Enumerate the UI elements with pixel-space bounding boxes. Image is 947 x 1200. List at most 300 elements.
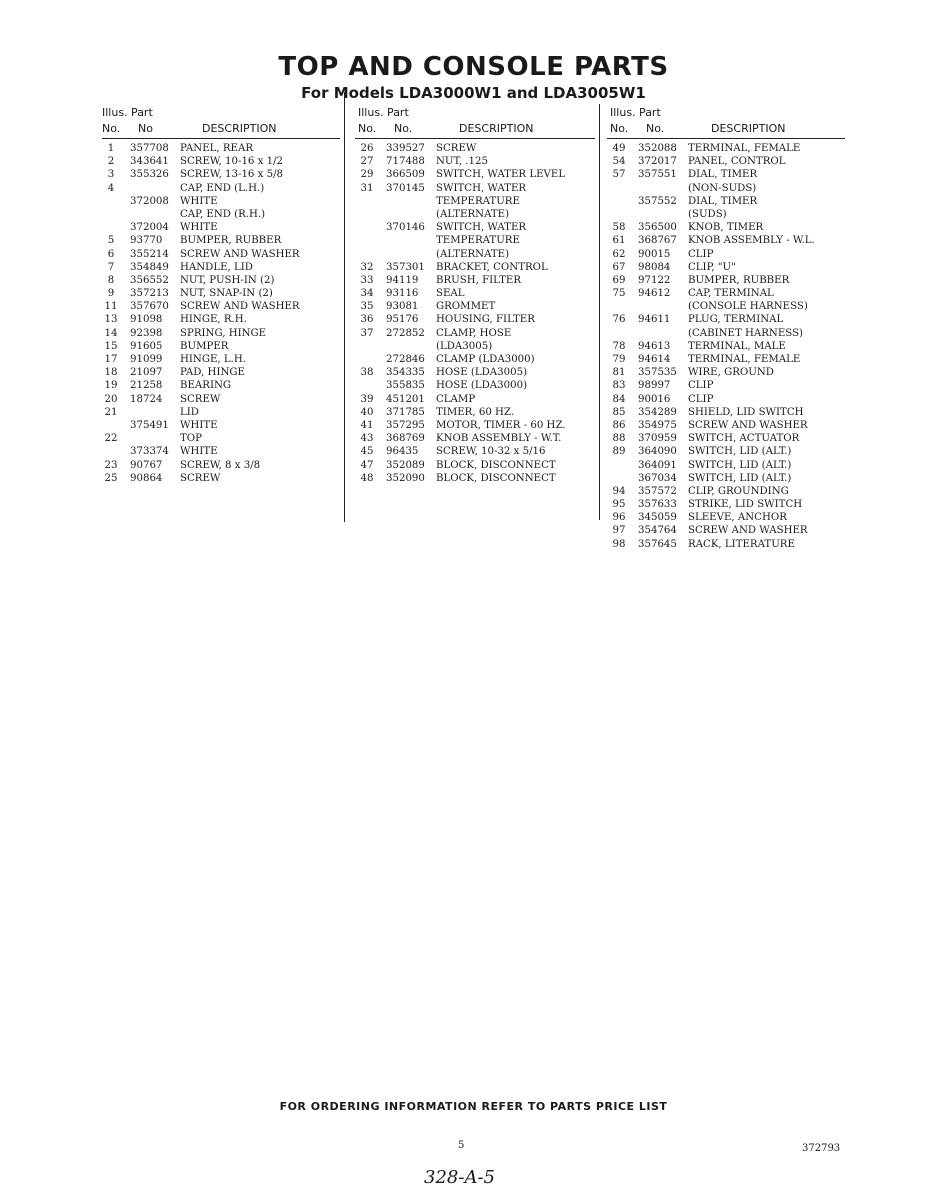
part-number: 352088 bbox=[638, 143, 677, 154]
table-row bbox=[102, 420, 342, 433]
part-number: 355835 bbox=[386, 380, 425, 392]
illus-number: 88 bbox=[612, 433, 626, 445]
illus-number: 76 bbox=[612, 314, 626, 326]
table-row bbox=[102, 380, 342, 393]
illus-number: 36 bbox=[360, 314, 374, 326]
part-description: (NON-SUDS) bbox=[688, 182, 757, 194]
part-description: SCREW bbox=[180, 472, 221, 484]
illus-number: 29 bbox=[360, 169, 374, 181]
part-number: 368769 bbox=[386, 433, 425, 445]
part-description: BLOCK, DISCONNECT bbox=[436, 472, 556, 484]
part-number: 364091 bbox=[638, 459, 677, 471]
part-description: SWITCH, WATER bbox=[436, 182, 527, 194]
illus-number: 47 bbox=[360, 459, 374, 471]
part-description: SCREW, 10-16 x 1/2 bbox=[180, 156, 284, 168]
part-no-label: No. bbox=[646, 122, 665, 135]
table-row bbox=[610, 486, 846, 499]
part-description: NUT, PUSH-IN (2) bbox=[180, 274, 275, 286]
part-description: TEMPERATURE bbox=[436, 235, 520, 247]
part-number: 357633 bbox=[638, 499, 677, 511]
part-no-label: No. bbox=[394, 122, 413, 135]
part-description: SWITCH, WATER LEVEL bbox=[436, 169, 566, 181]
illus-no-label: No. bbox=[102, 122, 121, 135]
illus-number: 4 bbox=[107, 182, 115, 194]
part-description: WHITE bbox=[180, 419, 218, 431]
illus-number: 23 bbox=[104, 459, 118, 471]
table-row bbox=[358, 328, 598, 341]
part-number: 372004 bbox=[130, 222, 169, 234]
part-description: DIAL, TIMER bbox=[688, 169, 758, 181]
part-number: 357295 bbox=[386, 419, 425, 431]
illus-number: 69 bbox=[612, 274, 626, 286]
illus-number: 6 bbox=[107, 248, 115, 260]
parts-column-2 bbox=[358, 102, 598, 486]
part-description: PAD, HINGE bbox=[180, 367, 245, 379]
table-row bbox=[610, 539, 846, 552]
part-description: SCREW, 10-32 x 5/16 bbox=[436, 446, 546, 458]
part-description: HANDLE, LID bbox=[180, 261, 253, 273]
part-description: SCREW, 13-16 x 5/8 bbox=[180, 169, 284, 181]
part-description: DIAL, TIMER bbox=[688, 195, 758, 207]
part-number: 371785 bbox=[386, 406, 425, 418]
illus-number: 39 bbox=[360, 393, 374, 405]
part-number: 94614 bbox=[638, 354, 671, 365]
table-row bbox=[610, 314, 846, 327]
part-number: 354289 bbox=[638, 406, 677, 418]
part-description: PANEL, CONTROL bbox=[688, 156, 786, 168]
part-number: 357645 bbox=[638, 538, 677, 550]
part-description: (CONSOLE HARNESS) bbox=[688, 301, 808, 313]
part-description: SHIELD, LID SWITCH bbox=[688, 406, 804, 418]
illus-number: 45 bbox=[360, 446, 374, 458]
illus-part-label: Illus. Part bbox=[102, 106, 153, 119]
part-description: (CABINET HARNESS) bbox=[688, 327, 804, 339]
table-row bbox=[102, 407, 342, 420]
part-number: 98084 bbox=[638, 261, 671, 273]
part-number: 94613 bbox=[638, 340, 671, 352]
page-subtitle: For Models LDA3000W1 and LDA3005W1 bbox=[301, 84, 646, 102]
illus-number: 49 bbox=[612, 143, 626, 154]
illus-number: 34 bbox=[360, 288, 374, 300]
table-row bbox=[610, 354, 846, 367]
part-description: SCREW bbox=[436, 143, 477, 154]
description-label: DESCRIPTION bbox=[711, 122, 786, 135]
table-row bbox=[358, 473, 598, 486]
illus-number: 32 bbox=[360, 261, 374, 273]
illus-number: 54 bbox=[612, 156, 626, 168]
part-no-label: No bbox=[138, 122, 153, 135]
part-number: 91099 bbox=[130, 354, 163, 365]
parts-column-3 bbox=[610, 102, 846, 552]
part-description: SEAL bbox=[436, 288, 465, 300]
illus-number: 57 bbox=[612, 169, 626, 181]
part-number: 91605 bbox=[130, 340, 163, 352]
table-row bbox=[358, 341, 598, 354]
illus-number: 33 bbox=[360, 274, 374, 286]
part-description: CLAMP, HOSE bbox=[436, 327, 512, 339]
table-row bbox=[610, 499, 846, 512]
illus-number: 83 bbox=[612, 380, 626, 392]
table-row bbox=[358, 235, 598, 248]
part-description: GROMMET bbox=[436, 301, 496, 313]
illus-number: 84 bbox=[612, 393, 626, 405]
part-description: MOTOR, TIMER - 60 HZ. bbox=[436, 419, 566, 431]
part-number: 364090 bbox=[638, 446, 677, 458]
part-number: 366509 bbox=[386, 169, 425, 181]
part-number: 93116 bbox=[386, 288, 419, 300]
illus-number: 58 bbox=[612, 222, 626, 234]
part-description: (ALTERNATE) bbox=[436, 248, 510, 260]
table-row bbox=[358, 143, 598, 156]
page-title: TOP AND CONSOLE PARTS bbox=[278, 52, 669, 82]
table-row bbox=[610, 301, 846, 314]
part-number: 94119 bbox=[386, 274, 419, 286]
part-number: 357572 bbox=[638, 485, 677, 497]
part-number: 451201 bbox=[386, 393, 425, 405]
part-number: 352090 bbox=[386, 472, 425, 484]
illus-number: 61 bbox=[612, 235, 626, 247]
illus-part-label: Illus. Part bbox=[358, 106, 409, 119]
table-row bbox=[358, 367, 598, 380]
part-description: SWITCH, LID (ALT.) bbox=[688, 472, 792, 484]
part-description: CLIP, GROUNDING bbox=[688, 485, 789, 497]
illus-number: 37 bbox=[360, 327, 374, 339]
page-number: 5 bbox=[458, 1140, 465, 1151]
illus-number: 78 bbox=[612, 340, 626, 352]
part-description: LID bbox=[180, 406, 199, 418]
illus-number: 85 bbox=[612, 406, 626, 418]
parts-column-1 bbox=[102, 102, 342, 486]
table-row bbox=[610, 512, 846, 525]
table-row bbox=[610, 275, 846, 288]
table-row bbox=[358, 354, 598, 367]
table-row bbox=[358, 394, 598, 407]
table-row bbox=[358, 209, 598, 222]
part-description: CLIP bbox=[688, 393, 714, 405]
illus-number: 89 bbox=[612, 446, 626, 458]
illus-number: 26 bbox=[360, 143, 374, 154]
illus-number: 27 bbox=[360, 156, 374, 168]
part-number: 373374 bbox=[130, 446, 169, 458]
part-description: NUT, SNAP-IN (2) bbox=[180, 288, 273, 300]
illus-number: 20 bbox=[104, 393, 118, 405]
part-number: 18724 bbox=[130, 393, 163, 405]
table-row bbox=[358, 222, 598, 235]
part-number: 717488 bbox=[386, 156, 425, 168]
part-number: 93081 bbox=[386, 301, 419, 313]
table-row bbox=[610, 222, 846, 235]
part-number: 90767 bbox=[130, 459, 163, 471]
table-row bbox=[610, 143, 846, 156]
table-row bbox=[610, 209, 846, 222]
illus-number: 22 bbox=[104, 433, 118, 445]
part-number: 90016 bbox=[638, 393, 671, 405]
part-description: TEMPERATURE bbox=[436, 195, 520, 207]
part-number: 357551 bbox=[638, 169, 677, 181]
part-number: 372008 bbox=[130, 195, 169, 207]
description-label: DESCRIPTION bbox=[202, 122, 277, 135]
illus-number: 13 bbox=[104, 314, 118, 326]
illus-number: 8 bbox=[107, 274, 115, 286]
part-number: 98997 bbox=[638, 380, 671, 392]
table-row bbox=[102, 460, 342, 473]
part-description: STRIKE, LID SWITCH bbox=[688, 499, 803, 511]
table-row bbox=[102, 183, 342, 196]
illus-number: 98 bbox=[612, 538, 626, 550]
illus-number: 75 bbox=[612, 288, 626, 300]
part-description: SCREW AND WASHER bbox=[180, 248, 300, 260]
part-description: BUMPER bbox=[180, 340, 229, 352]
part-description: (ALTERNATE) bbox=[436, 208, 510, 220]
part-description: TERMINAL, MALE bbox=[688, 340, 786, 352]
table-row bbox=[610, 288, 846, 301]
part-description: CAP, TERMINAL bbox=[688, 288, 774, 300]
part-number: 21258 bbox=[130, 380, 163, 392]
table-row bbox=[358, 407, 598, 420]
part-description: SCREW AND WASHER bbox=[180, 301, 300, 313]
table-row bbox=[102, 446, 342, 459]
illus-number: 86 bbox=[612, 419, 626, 431]
table-row bbox=[102, 156, 342, 169]
part-number: 91098 bbox=[130, 314, 163, 326]
part-description: CLIP, "U" bbox=[688, 261, 736, 273]
table-row bbox=[358, 420, 598, 433]
table-row bbox=[610, 460, 846, 473]
illus-number: 35 bbox=[360, 301, 374, 313]
parts-rows bbox=[610, 143, 846, 552]
ordering-note: FOR ORDERING INFORMATION REFER TO PARTS PRICE LIST bbox=[279, 1100, 668, 1113]
illus-number: 31 bbox=[360, 182, 374, 194]
column-header bbox=[610, 102, 846, 138]
handwritten-note: 328-A-5 bbox=[424, 1167, 495, 1188]
part-number: 94611 bbox=[638, 314, 671, 326]
illus-number: 40 bbox=[360, 406, 374, 418]
illus-number: 97 bbox=[612, 525, 626, 537]
part-description: SLEEVE, ANCHOR bbox=[688, 512, 787, 524]
table-row bbox=[358, 262, 598, 275]
part-description: CLAMP (LDA3000) bbox=[436, 354, 535, 365]
part-description: SPRING, HINGE bbox=[180, 327, 267, 339]
part-number: 368767 bbox=[638, 235, 677, 247]
illus-number: 94 bbox=[612, 485, 626, 497]
illus-number: 62 bbox=[612, 248, 626, 260]
illus-number: 81 bbox=[612, 367, 626, 379]
part-number: 357708 bbox=[130, 143, 169, 154]
illus-no-label: No. bbox=[358, 122, 377, 135]
part-number: 370959 bbox=[638, 433, 677, 445]
table-row bbox=[610, 525, 846, 538]
table-row bbox=[610, 341, 846, 354]
table-row bbox=[358, 433, 598, 446]
part-description: HOUSING, FILTER bbox=[436, 314, 535, 326]
table-row bbox=[102, 301, 342, 314]
parts-rows bbox=[102, 143, 342, 486]
part-description: WHITE bbox=[180, 222, 218, 234]
table-row bbox=[102, 433, 342, 446]
part-description: SWITCH, LID (ALT.) bbox=[688, 446, 792, 458]
part-description: CLIP bbox=[688, 380, 714, 392]
illus-number: 95 bbox=[612, 499, 626, 511]
table-row bbox=[102, 262, 342, 275]
part-number: 21097 bbox=[130, 367, 163, 379]
part-number: 343641 bbox=[130, 156, 169, 168]
table-row bbox=[610, 433, 846, 446]
table-row bbox=[102, 328, 342, 341]
illus-number: 18 bbox=[104, 367, 118, 379]
part-description: SWITCH, WATER bbox=[436, 222, 527, 234]
table-row bbox=[102, 288, 342, 301]
part-description: NUT, .125 bbox=[436, 156, 488, 168]
part-number: 94612 bbox=[638, 288, 671, 300]
part-description: WHITE bbox=[180, 446, 218, 458]
illus-number: 19 bbox=[104, 380, 118, 392]
part-number: 375491 bbox=[130, 419, 169, 431]
part-number: 352089 bbox=[386, 459, 425, 471]
part-number: 93770 bbox=[130, 235, 163, 247]
part-number: 370146 bbox=[386, 222, 425, 234]
table-row bbox=[358, 249, 598, 262]
table-row bbox=[610, 420, 846, 433]
illus-number: 9 bbox=[107, 288, 115, 300]
table-row bbox=[102, 367, 342, 380]
illus-number: 43 bbox=[360, 433, 374, 445]
part-description: RACK, LITERATURE bbox=[688, 538, 795, 550]
description-label: DESCRIPTION bbox=[459, 122, 534, 135]
part-description: CAP, END (L.H.) bbox=[180, 182, 265, 194]
illus-number: 15 bbox=[104, 340, 118, 352]
illus-number: 11 bbox=[104, 301, 118, 313]
part-description: SCREW AND WASHER bbox=[688, 525, 808, 537]
part-number: 372017 bbox=[638, 156, 677, 168]
table-row bbox=[102, 209, 342, 222]
table-row bbox=[610, 196, 846, 209]
part-number: 355326 bbox=[130, 169, 169, 181]
table-row bbox=[610, 394, 846, 407]
table-row bbox=[610, 235, 846, 248]
part-description: TERMINAL, FEMALE bbox=[688, 354, 801, 365]
table-row bbox=[358, 314, 598, 327]
part-description: SWITCH, ACTUATOR bbox=[688, 433, 800, 445]
table-row bbox=[102, 341, 342, 354]
illus-number: 79 bbox=[612, 354, 626, 365]
part-description: KNOB ASSEMBLY - W.T. bbox=[436, 433, 562, 445]
part-number: 345059 bbox=[638, 512, 677, 524]
part-number: 355214 bbox=[130, 248, 169, 260]
parts-rows bbox=[358, 143, 598, 486]
table-row bbox=[102, 222, 342, 235]
table-row bbox=[102, 354, 342, 367]
illus-number: 25 bbox=[104, 472, 118, 484]
part-number: 96435 bbox=[386, 446, 419, 458]
part-number: 357552 bbox=[638, 195, 677, 207]
part-description: CAP, END (R.H.) bbox=[180, 208, 266, 220]
illus-number: 2 bbox=[107, 156, 115, 168]
part-description: (LDA3005) bbox=[436, 340, 493, 352]
part-description: BLOCK, DISCONNECT bbox=[436, 459, 556, 471]
part-description: SCREW, 8 x 3/8 bbox=[180, 459, 261, 471]
table-row bbox=[358, 288, 598, 301]
part-description: HINGE, L.H. bbox=[180, 354, 246, 365]
table-row bbox=[358, 301, 598, 314]
table-row bbox=[610, 169, 846, 182]
table-row bbox=[102, 394, 342, 407]
part-number: 95176 bbox=[386, 314, 419, 326]
part-description: (SUDS) bbox=[688, 208, 727, 220]
part-description: TERMINAL, FEMALE bbox=[688, 143, 801, 154]
column-divider-2 bbox=[599, 104, 600, 520]
table-row bbox=[610, 183, 846, 196]
part-description: PANEL, REAR bbox=[180, 143, 254, 154]
part-number: 272852 bbox=[386, 327, 425, 339]
table-row bbox=[358, 380, 598, 393]
illus-number: 14 bbox=[104, 327, 118, 339]
table-row bbox=[102, 143, 342, 156]
table-row bbox=[358, 169, 598, 182]
part-number: 357670 bbox=[130, 301, 169, 313]
part-description: SCREW AND WASHER bbox=[688, 419, 808, 431]
table-row bbox=[358, 196, 598, 209]
illus-number: 5 bbox=[107, 235, 115, 247]
part-description: CLAMP bbox=[436, 393, 476, 405]
illus-number: 21 bbox=[104, 406, 118, 418]
part-number: 357301 bbox=[386, 261, 425, 273]
illus-number: 38 bbox=[360, 367, 374, 379]
table-row bbox=[358, 156, 598, 169]
part-number: 92398 bbox=[130, 327, 163, 339]
part-number: 339527 bbox=[386, 143, 425, 154]
illus-number: 41 bbox=[360, 419, 374, 431]
table-row bbox=[358, 460, 598, 473]
part-number: 356500 bbox=[638, 222, 677, 234]
table-row bbox=[102, 275, 342, 288]
table-row bbox=[102, 235, 342, 248]
part-description: HINGE, R.H. bbox=[180, 314, 247, 326]
part-number: 357535 bbox=[638, 367, 677, 379]
part-number: 354764 bbox=[638, 525, 677, 537]
table-row bbox=[610, 473, 846, 486]
part-number: 354975 bbox=[638, 419, 677, 431]
part-description: WHITE bbox=[180, 195, 218, 207]
illus-number: 1 bbox=[107, 143, 115, 154]
part-description: KNOB, TIMER bbox=[688, 222, 764, 234]
part-number: 97122 bbox=[638, 274, 671, 286]
part-description: BRACKET, CONTROL bbox=[436, 261, 548, 273]
document-number: 372793 bbox=[802, 1143, 841, 1154]
part-number: 354849 bbox=[130, 261, 169, 273]
illus-number: 7 bbox=[107, 261, 115, 273]
table-row bbox=[358, 183, 598, 196]
part-description: KNOB ASSEMBLY - W.L. bbox=[688, 235, 815, 247]
illus-number: 3 bbox=[107, 169, 115, 181]
table-row bbox=[102, 314, 342, 327]
column-divider-1 bbox=[344, 92, 345, 522]
part-number: 356552 bbox=[130, 274, 169, 286]
part-description: PLUG, TERMINAL bbox=[688, 314, 784, 326]
part-description: HOSE (LDA3005) bbox=[436, 367, 528, 379]
part-number: 90015 bbox=[638, 248, 671, 260]
part-description: TOP bbox=[180, 433, 203, 445]
table-row bbox=[610, 262, 846, 275]
table-row bbox=[102, 473, 342, 486]
table-row bbox=[610, 156, 846, 169]
part-description: TIMER, 60 HZ. bbox=[436, 406, 515, 418]
part-description: BRUSH, FILTER bbox=[436, 274, 522, 286]
part-description: HOSE (LDA3000) bbox=[436, 380, 528, 392]
part-description: BEARING bbox=[180, 380, 232, 392]
part-number: 272846 bbox=[386, 354, 425, 365]
illus-number: 48 bbox=[360, 472, 374, 484]
part-number: 357213 bbox=[130, 288, 169, 300]
